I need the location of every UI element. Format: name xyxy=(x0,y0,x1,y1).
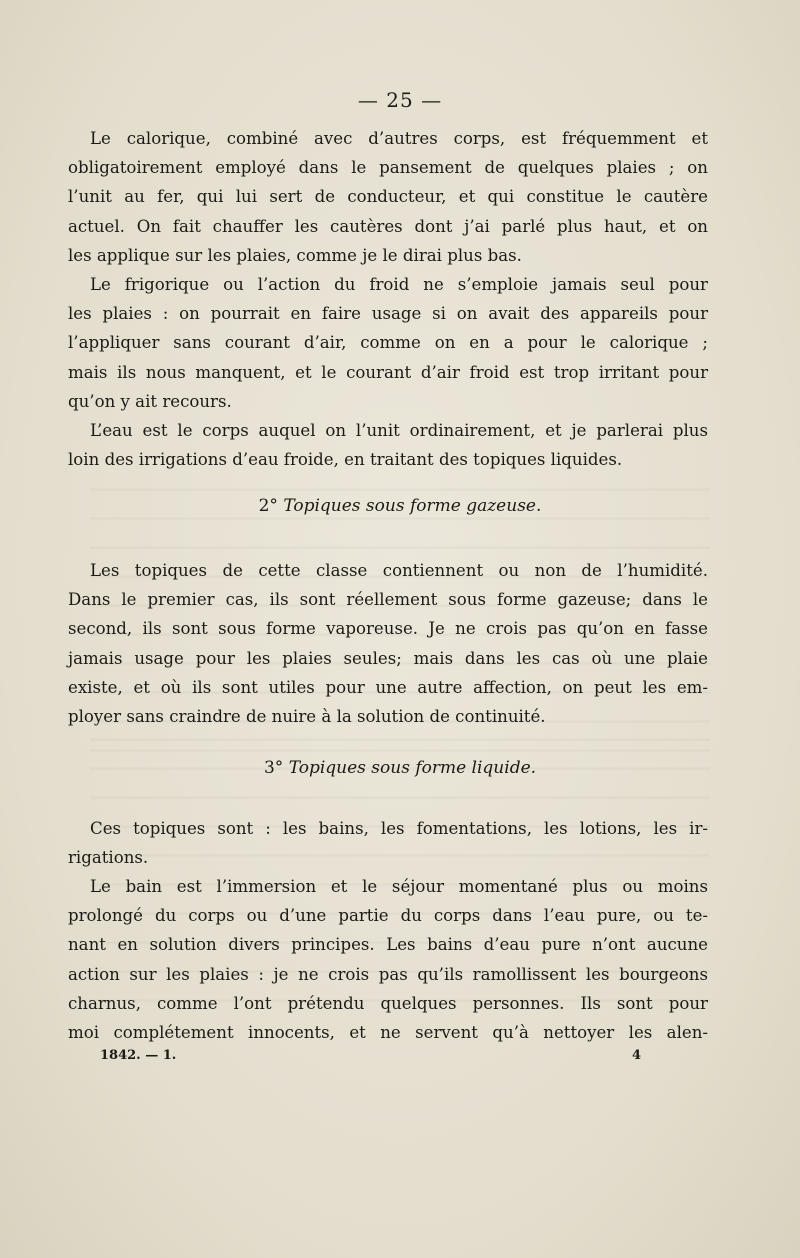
signature-mark: 1842. — 1. xyxy=(100,1048,177,1063)
text-line: mais ils nous manquent, et le courant d’air froid est trop irritant pour xyxy=(68,362,708,382)
text-line: qu’on y ait recours. xyxy=(68,391,232,411)
paragraph-bain xyxy=(68,872,708,1047)
text-line: action sur les plaies : je ne crois pas qu’ils ramollissent les bourgeons xyxy=(68,964,708,984)
text-line: loin des irrigations d’eau froide, en traitant des topiques liquides. xyxy=(68,450,623,470)
text-line: moi complétement innocents, et ne servent qu’à nettoyer les alen- xyxy=(68,1023,708,1043)
text-line: actuel. On fait chauffer les cautères dont j’ai parlé plus haut, et on xyxy=(68,216,708,236)
sheet-number: 4 xyxy=(632,1048,642,1063)
text-line: L’eau est le corps auquel on l’unit ordinairement, et je parlerai plus xyxy=(90,421,708,440)
text-line: les applique sur les plaies, comme je le dirai plus bas. xyxy=(68,245,522,265)
text-line: l’appliquer sans courant d’air, comme on en a pour le calorique ; xyxy=(68,333,708,353)
text-line: jamais usage pour les plaies seules; mais dans les cas où une plaie xyxy=(68,648,708,668)
text-line: existe, et où ils sont utiles pour une autre affection, on peut les em- xyxy=(68,677,708,697)
paragraph-frigorique xyxy=(68,270,708,416)
text-line: charnus, comme l’ont prétendu quelques personnes. Ils sont pour xyxy=(68,993,708,1013)
paragraph-topiques-liste xyxy=(68,814,708,872)
paragraph-calorique xyxy=(68,124,708,270)
section-heading-liquide xyxy=(0,758,800,778)
text-line: Ces topiques sont : les bains, les fomentations, les lotions, les ir- xyxy=(90,819,708,838)
text-line: Le calorique, combiné avec d’autres corps, est fréquemment et xyxy=(90,129,708,148)
page-number: — 25 — xyxy=(357,88,443,112)
text-line: ployer sans craindre de nuire à la solution de continuité. xyxy=(68,707,546,727)
section-number: 3° xyxy=(263,758,284,778)
paragraph-eau xyxy=(68,416,708,474)
text-line: second, ils sont sous forme vaporeuse. Je ne crois pas qu’on en fasse xyxy=(68,619,708,639)
paragraph-gazeuse xyxy=(68,556,708,731)
text-line: Le bain est l’immersion et le séjour momentané plus ou moins xyxy=(90,877,708,896)
section-number: 2° xyxy=(258,496,278,516)
text-line: rigations. xyxy=(68,848,149,868)
text-line: nant en solution divers principes. Les bains d’eau pure n’ont aucune xyxy=(68,935,708,955)
text-line: Le frigorique ou l’action du froid ne s’emploie jamais seul pour xyxy=(90,275,708,294)
text-line: Les topiques de cette classe contiennent ou non de l’humidité. xyxy=(90,561,708,580)
text-line: les plaies : on pourrait en faire usage si on avait des appareils pour xyxy=(68,304,708,324)
section-title: Topiques sous forme liquide. xyxy=(288,758,537,778)
text-line: prolongé du corps ou d’une partie du corps dans l’eau pure, ou te- xyxy=(68,906,708,926)
section-title: Topiques sous forme gazeuse. xyxy=(283,496,542,516)
text-line: Dans le premier cas, ils sont réellement sous forme gazeuse; dans le xyxy=(68,590,708,610)
text-line: l’unit au fer, qui lui sert de conducteur, et qui constitue le cautère xyxy=(68,187,708,207)
text-line: obligatoirement employé dans le pansement de quelques plaies ; on xyxy=(68,158,708,178)
section-heading-gazeuse xyxy=(0,496,800,516)
